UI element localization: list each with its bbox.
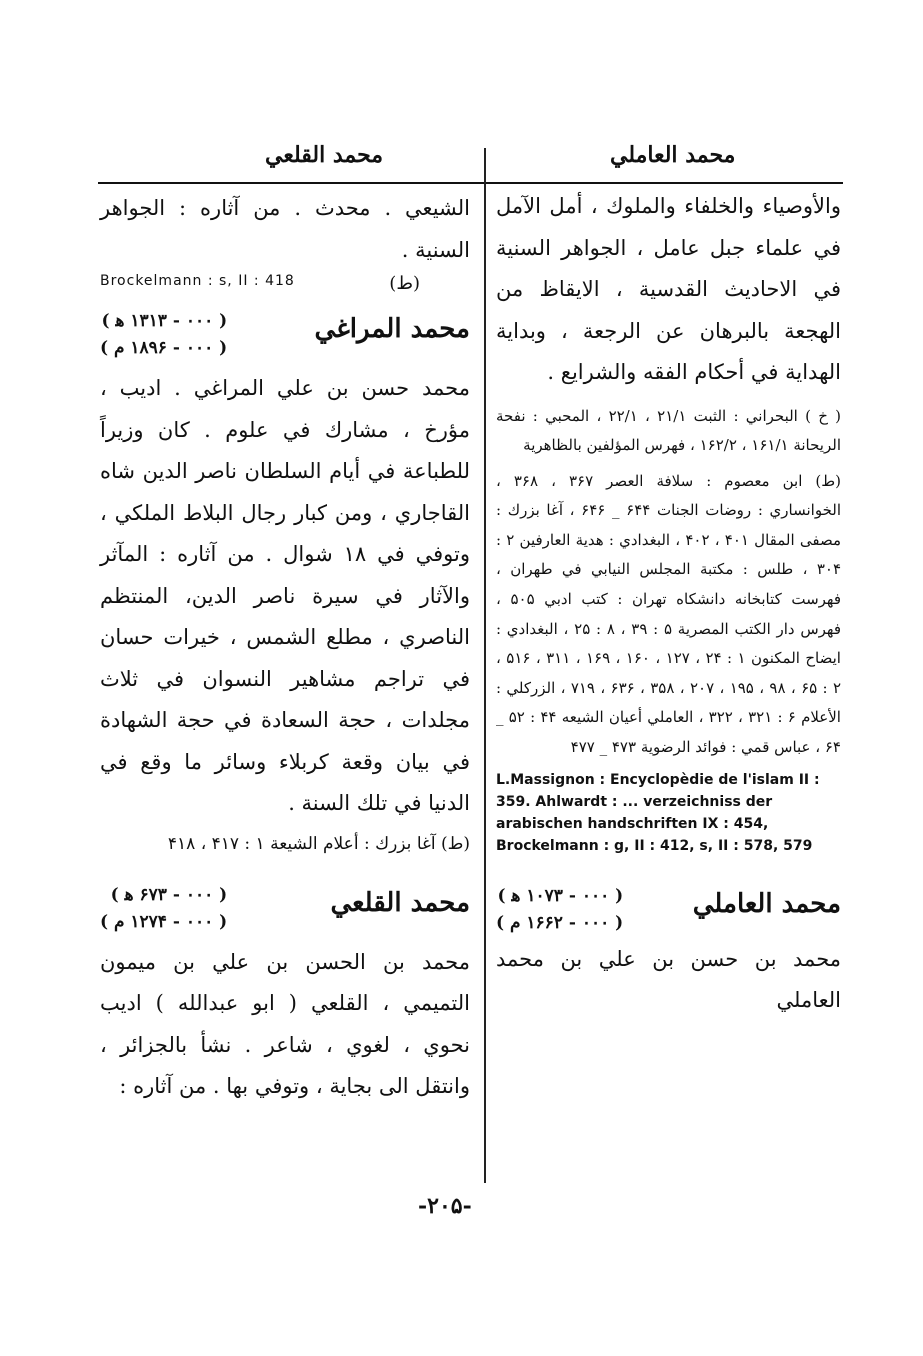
entry-dates — [100, 882, 227, 936]
reference-line — [100, 273, 470, 294]
column-divider — [484, 148, 486, 1183]
entry-dates — [100, 308, 227, 362]
entry-body: محمد بن حسن بن علي بن محمد العاملي — [496, 946, 841, 1013]
gregorian-dates: ( ۰۰۰ - ۱۶۶۲ م ) — [496, 912, 624, 933]
entry-heading-qalai — [100, 882, 470, 942]
entry-title: محمد القلعي — [330, 887, 470, 918]
hijri-dates: ( ۰۰۰ - ۱۰۷۳ ﻫ ) — [497, 885, 624, 906]
printed-references: (ط) ابن معصوم : سلافة العصر ۳۶۷ ، ۳۶۸ ، الخوانساري : روضات الجنات ۶۴۴ _ ۶۴۶ ، آغا بزرك : مصفى المقال ۴۰۱ ، ۴۰۲ ، البغدادي : هدية العارفين ۲ : ۳۰۴ ، طلس : مكتبة المجلس النيابي في طهران ، فهرست كتابخانه دانشكاه تهران : كتب ادبي ۵۰۵ ، فهرس دار الكتب المصرية ۵ : ۳۹ ، ۸ : ۲۵ ، البغدادي : ايضاح المكنون ۱ : ۲۴ ، ۱۲۷ ، ۱۶۰ ، ۱۶۹ ، ۳۱۱ ، ۵۱۶ ، ۲ : ۶۵ ، ۹۸ ، ۱۹۵ ، ۲۰۷ ، ۳۵۸ ، ۶۳۶ ، ۷۱۹ ، الزركلي : الأعلام ۶ : ۳۲۱ ، ۳۲۲ ، العاملي أعيان الشيعه ۴۴ : ۵۲ _ ۶۴ ، عباس قمي : فوائد الرضوية ۴۷۳ _ ۴۷۷ — [496, 471, 842, 757]
running-header-right: محمد العاملي — [610, 142, 736, 168]
latin-reference: Brockelmann : s, II : 418 — [100, 273, 295, 289]
running-header-left: محمد القلعي — [265, 142, 384, 168]
header-rule — [98, 182, 843, 184]
entry-dates — [496, 883, 623, 937]
entry-continued-text: الشيعي . محدث . من آثاره : الجواهر السنية . — [100, 196, 470, 262]
gregorian-dates: ( ۰۰۰ - ۱۸۹۶ م ) — [100, 338, 228, 358]
entry-continued-text: والأوصياء والخلفاء والملوك ، أمل الآمل في علماء جبل عامل ، الجواهر السنية في الاحاديث القدسية ، الايقاظ من الهجعة بالبرهان عن الرجعة ، وبداية الهداية في أحكام الفقه والشرايع . — [496, 194, 841, 384]
page-number: -۲۰۵- — [418, 1193, 472, 1219]
entry-title: محمد العاملي — [692, 888, 841, 919]
reference-label: (ط) — [389, 273, 420, 294]
left-column — [100, 188, 470, 1108]
hijri-dates: ( ۰۰۰ - ۱۳۱۳ ﻫ ) — [101, 311, 228, 331]
entry-heading-ameli — [496, 883, 841, 943]
entry-body: محمد بن الحسن بن علي بن ميمون التميمي ، القلعي ( ابو عبدالله ) اديب نحوي ، لغوي ، شاعر . نشأ بالجزائر ، وانتقل الى بجاية ، وتوفي بها . من آثاره : — [100, 949, 470, 1098]
entry-title: محمد المراغي — [314, 314, 470, 344]
manuscript-references: ( خ ) البحراني : الثبت ۲۱/۱ ، ۲۲/۱ ، المحبي : نفحة الريحانة ۱۶۱/۱ ، ۱۶۲/۲ ، فهرس المؤلفين بالظاهرية — [496, 406, 842, 455]
latin-references: L.Massignon : Encyclopèdie de l'islam II : 359. Ahlwardt : ... verzeichniss der arabischen handschriften IX : 454, Brockelmann : g, II : 412, s, II : 578, 579 — [496, 771, 820, 854]
entry-body: محمد حسن بن علي المراغي . اديب ، مؤرخ ، مشارك في علوم . كان وزيراً للطباعة في أيام السلطان ناصر الدين شاه القاجاري ، ومن كبار رجال البلاط الملكي ، وتوفي في ۱۸ شوال . من آثاره : المآثر والآثار في سيرة ناصر الدين، المنتظم الناصري ، مطلع الشمس ، خيرات حسان في تراجم مشاهير النسوان في ثلاث مجلدات ، حجة السعادة في حجة الشهادة في بيان وقعة كربلاء وسائر ما وقع في الدنيا في تلك السنة . — [100, 376, 470, 815]
entry-heading-maraghi — [100, 308, 470, 368]
gregorian-dates: ( ۰۰۰ - ۱۲۷۴ م ) — [100, 911, 228, 932]
right-column — [496, 186, 841, 1022]
entry-references: (ط) آغا بزرك : أعلام الشيعة ۱ : ۴۱۷ ، ۴۱۸ — [167, 833, 470, 854]
hijri-dates: ( ۰۰۰ - ۶۷۳ ﻫ ) — [110, 884, 228, 905]
